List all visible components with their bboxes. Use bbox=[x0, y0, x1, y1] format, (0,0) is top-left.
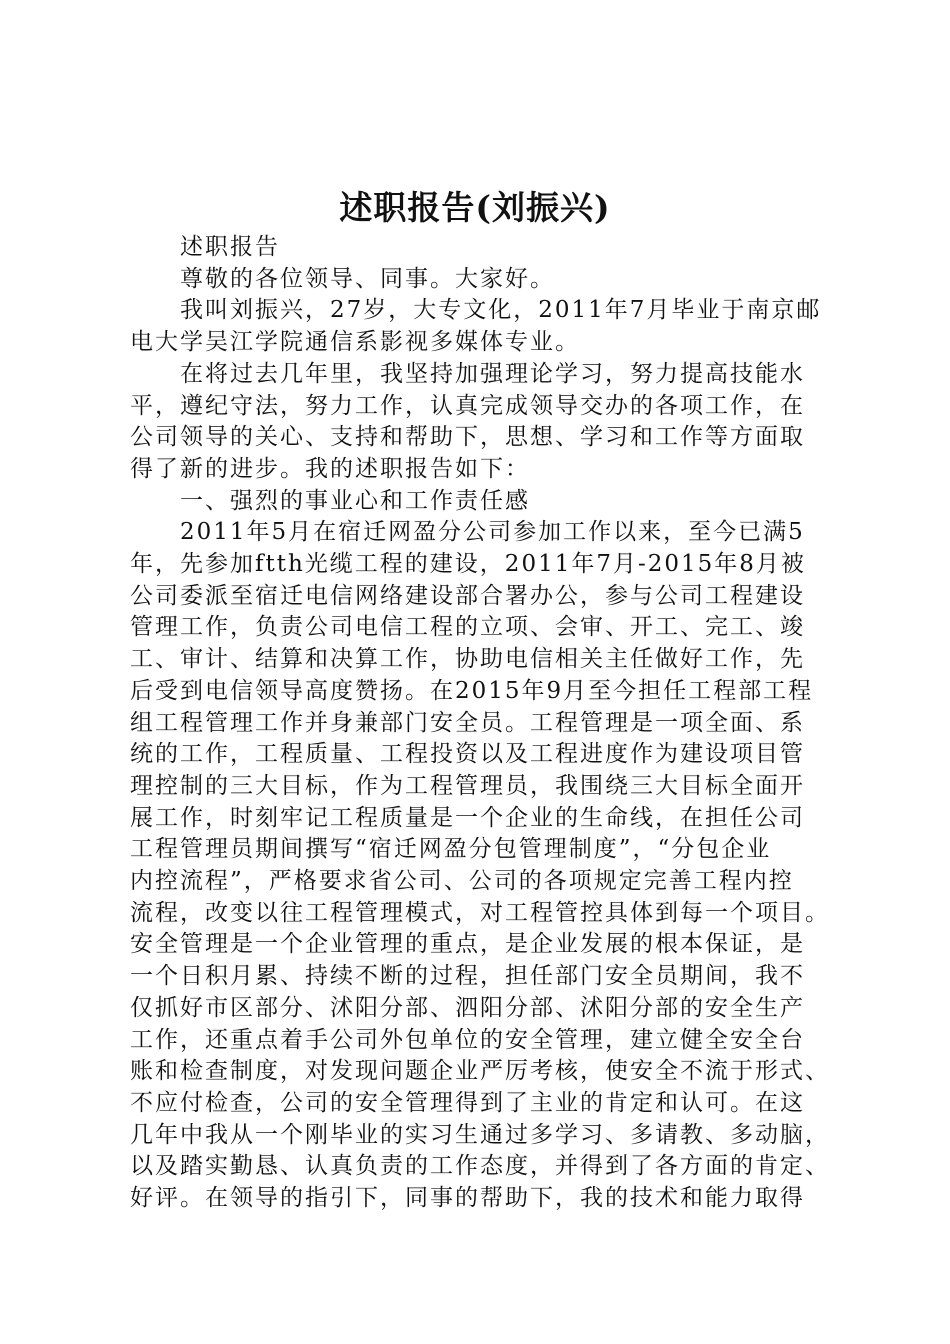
body-text-line: 不应付检查，公司的安全管理得到了主业的肯定和认可。在这 bbox=[130, 1089, 805, 1116]
body-text-line: 统的工作，工程质量、工程投资以及工程进度作为建设项目管 bbox=[130, 741, 805, 768]
body-text-line: 理控制的三大目标，作为工程管理员，我围绕三大目标全面开 bbox=[130, 772, 805, 799]
body-text-line: 年，先参加ftth光缆工程的建设，2011年7月-2015年8月被 bbox=[130, 551, 806, 578]
body-text-line: 组工程管理工作并身兼部门安全员。工程管理是一项全面、系 bbox=[130, 709, 805, 736]
body-text-line: 展工作，时刻牢记工程质量是一个企业的生命线，在担任公司 bbox=[130, 804, 805, 831]
document-title: 述职报告(刘振兴) bbox=[339, 188, 611, 227]
body-text-line: 得了新的进步。我的述职报告如下： bbox=[130, 455, 530, 482]
body-text-line: 工、审计、结算和决算工作，协助电信相关主任做好工作，先 bbox=[130, 646, 805, 673]
body-text-line: 我叫刘振兴，27岁，大专文化，2011年7月毕业于南京邮 bbox=[180, 297, 822, 324]
body-text-line: 以及踏实勤恳、认真负责的工作态度，并得到了各方面的肯定、 bbox=[130, 1153, 830, 1180]
body-text-line: 仅抓好市区部分、沭阳分部、泗阳分部、沭阳分部的安全生产 bbox=[130, 994, 805, 1021]
body-text-line: 几年中我从一个刚毕业的实习生通过多学习、多请教、多动脑， bbox=[130, 1121, 830, 1148]
body-text-line: 电大学吴江学院通信系影视多媒体专业。 bbox=[130, 329, 580, 356]
body-text-line: 工作，还重点着手公司外包单位的安全管理，建立健全安全台 bbox=[130, 1026, 805, 1053]
body-text-line: 后受到电信领导高度赞扬。在2015年9月至今担任工程部工程 bbox=[130, 677, 814, 704]
body-text-line: 内控流程”，严格要求省公司、公司的各项规定完善工程内控 bbox=[130, 868, 794, 895]
body-text-line: 在将过去几年里，我坚持加强理论学习，努力提高技能水 bbox=[180, 360, 805, 387]
body-text-line: 公司领导的关心、支持和帮助下，思想、学习和工作等方面取 bbox=[130, 424, 805, 451]
body-text-line: 尊敬的各位领导、同事。大家好。 bbox=[180, 265, 555, 292]
body-text-line: 流程，改变以往工程管理模式，对工程管控具体到每一个项目。 bbox=[130, 899, 830, 926]
body-text-line: 好评。在领导的指引下，同事的帮助下，我的技术和能力取得 bbox=[130, 1185, 805, 1212]
body-text-line: 2011年5月在宿迁网盈分公司参加工作以来，至今已满5 bbox=[180, 519, 805, 546]
body-text-line: 工程管理员期间撰写“宿迁网盈分包管理制度”，“分包企业 bbox=[130, 836, 772, 863]
body-text-line: 述职报告 bbox=[180, 234, 280, 260]
document-body bbox=[130, 232, 840, 1215]
body-text-line: 平，遵纪守法，努力工作，认真完成领导交办的各项工作，在 bbox=[130, 392, 805, 419]
body-text-line: 一、强烈的事业心和工作责任感 bbox=[180, 487, 530, 514]
body-text-line: 公司委派至宿迁电信网络建设部合署办公，参与公司工程建设 bbox=[130, 582, 805, 609]
body-text-line: 一个日积月累、持续不断的过程，担任部门安全员期间，我不 bbox=[130, 963, 805, 990]
body-text-line: 账和检查制度，对发现问题企业严厉考核，使安全不流于形式、 bbox=[130, 1058, 830, 1085]
body-text-line: 管理工作，负责公司电信工程的立项、会审、开工、完工、竣 bbox=[130, 614, 805, 641]
body-text-line: 安全管理是一个企业管理的重点，是企业发展的根本保证，是 bbox=[130, 931, 805, 958]
